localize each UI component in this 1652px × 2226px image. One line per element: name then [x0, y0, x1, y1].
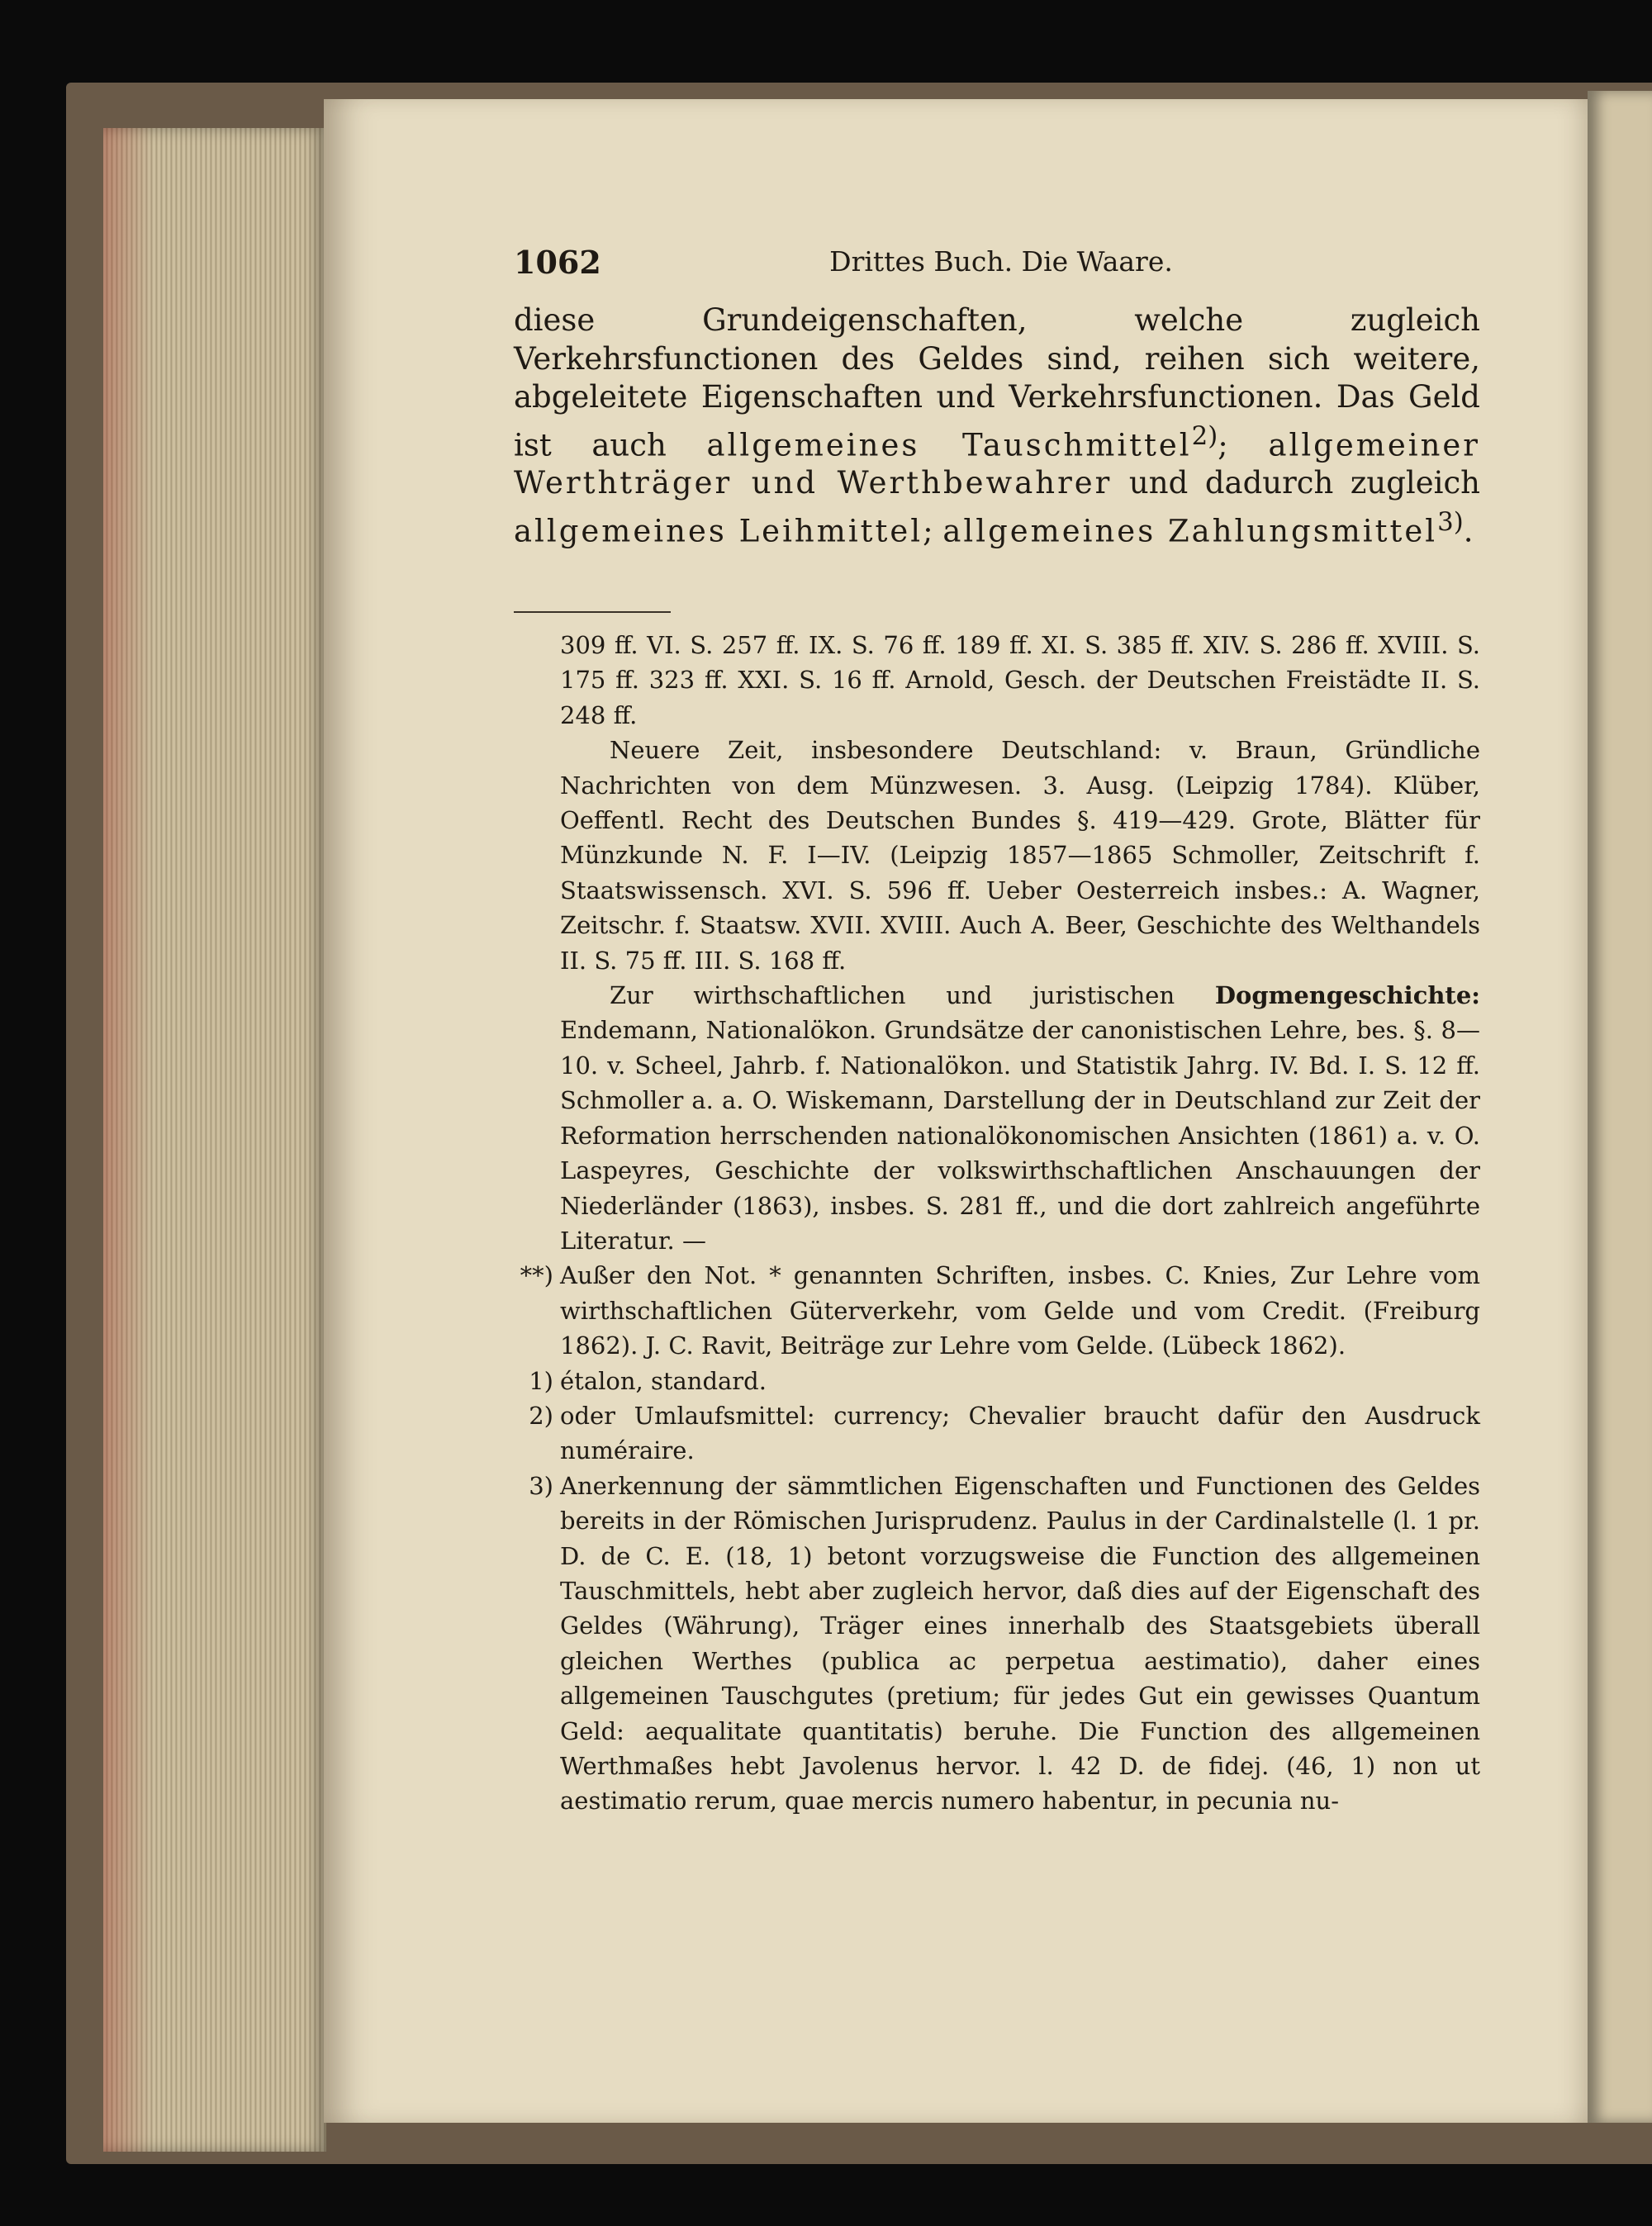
footnote-ref: 3) [1437, 506, 1464, 537]
note-heading: Dogmengeschichte: [1214, 981, 1480, 1010]
main-text-segment: und dadurch zugleich [1112, 465, 1481, 501]
facing-page-strip [1588, 91, 1652, 2123]
footnotes [520, 628, 1480, 1819]
footnote-text: étalon, standard. [560, 1366, 767, 1395]
page-number: 1062 [514, 244, 601, 281]
footnote-double-star [520, 1258, 1480, 1363]
footnote-text: oder Umlaufsmittel: currency; Chevalier braucht dafür den Ausdruck numéraire. [560, 1401, 1480, 1465]
main-text-segment: ; [1218, 426, 1269, 463]
footnote-marker: 3) [529, 1471, 553, 1500]
footnote-2 [529, 1398, 1480, 1469]
page-header [514, 244, 1488, 285]
main-text [514, 301, 1480, 551]
footnote-marker: **) [520, 1261, 553, 1290]
footnote-rule [514, 611, 671, 613]
book-page [324, 99, 1588, 2123]
page-edges [103, 128, 326, 2152]
note-continuation: 309 ff. VI. S. 257 ff. IX. S. 76 ff. 189 ff. XI. S. 385 ff. XIV. S. 286 ff. XVIII. S. 175 ff. 323 ff. XXI. S. 16 ff. Arnold, Gesch. der Deutschen Freistädte II. S. 248 ff. [560, 631, 1480, 729]
emphasized-term: allgemeines Zahlungsmittel [942, 513, 1438, 549]
footnote-1 [529, 1364, 1480, 1398]
note-paragraph [560, 978, 1480, 1258]
footnote-marker: 1) [529, 1366, 553, 1395]
emphasized-term: allgemeines Tauschmittel [706, 426, 1192, 463]
footnote-ref: 2) [1191, 420, 1218, 451]
main-text-segment: . [1463, 513, 1474, 549]
note-segment: Zur wirthschaftlichen und juristischen [610, 981, 1215, 1010]
emphasized-term: allgemeines Leihmittel [514, 513, 923, 549]
footnote-3 [529, 1469, 1480, 1819]
main-text-segment: diese Grundeigenschaften, welche zugleich Verkehrsfunctionen des Geldes sind, reihen sich weitere, abgeleitete Eigenschaften und Verkehrsfunctionen. Das Geld ist auch [514, 302, 1480, 463]
footnote-text: Außer den Not. * genannten Schriften, insbes. C. Knies, Zur Lehre vom wirthschaftlichen Güterverkehr, vom Gelde und vom Credit. (Freiburg 1862). J. C. Ravit, Beiträge zur Lehre vom Gelde. (Lübeck 1862). [560, 1261, 1480, 1360]
note-segment: Endemann, Nationalökon. Grundsätze der canonistischen Lehre, bes. §. 8—10. v. Scheel, Jahrb. f. Nationalökon. und Statistik Jahrg. IV. Bd. I. S. 12 ff. Schmoller a. a. O. Wiskemann, Darstellung der in Deutschland zur Zeit der Reformation herrschenden nationalökonomischen Ansichten (1861) a. v. O. Laspeyres, Geschichte der volkswirthschaftlichen Anschauungen der Niederländer (1863), insbes. S. 281 ff., und die dort zahlreich angeführte Literatur. — [560, 1016, 1480, 1255]
main-paragraph [514, 301, 1480, 551]
emphasized-term: allgemeiner Werthträger und Werthbewahrer [514, 426, 1480, 501]
running-title: Drittes Buch. Die Waare. [829, 245, 1173, 278]
footnote-text: Anerkennung der sämmtlichen Eigenschaften und Functionen des Geldes bereits in der Römischen Jurisprudenz. Paulus in der Cardinalstelle (l. 1 pr. D. de C. E. (18, 1) betont vorzugsweise die Function des allgemeinen Tauschmittels, hebt aber zugleich hervor, daß dies auf der Eigenschaft des Geldes (Währung), Träger eines innerhalb des Staatsgebiets überall gleichen Werthes (publica ac perpetua aestimatio), daher eines allgemeinen Tauschgutes (pretium; für jedes Gut ein gewisses Quantum Geld: aequalitate quantitatis) beruhe. Die Function des allgemeinen Werthmaßes hebt Javolenus hervor. l. 42 D. de fidej. (46, 1) non ut aestimatio rerum, quae mercis numero habentur, in pecunia nu- [560, 1471, 1480, 1815]
red-edge-stain [103, 128, 153, 2152]
note-paragraph: Neuere Zeit, insbesondere Deutschland: v. Braun, Gründliche Nachrichten von dem Münzwesen. 3. Ausg. (Leipzig 1784). Klüber, Oeffentl. Recht des Deutschen Bundes §. 419—429. Grote, Blätter für Münzkunde N. F. I—IV. (Leipzig 1857—1865 Schmoller, Zeitschrift f. Staatswissensch. XVI. S. 596 ff. Ueber Oesterreich insbes.: A. Wagner, Zeitschr. f. Staatsw. XVII. XVIII. Auch A. Beer, Geschichte des Welthandels II. S. 75 ff. III. S. 168 ff. [560, 736, 1480, 975]
footnote-marker: 2) [529, 1401, 553, 1430]
main-text-segment: ; [923, 513, 943, 549]
